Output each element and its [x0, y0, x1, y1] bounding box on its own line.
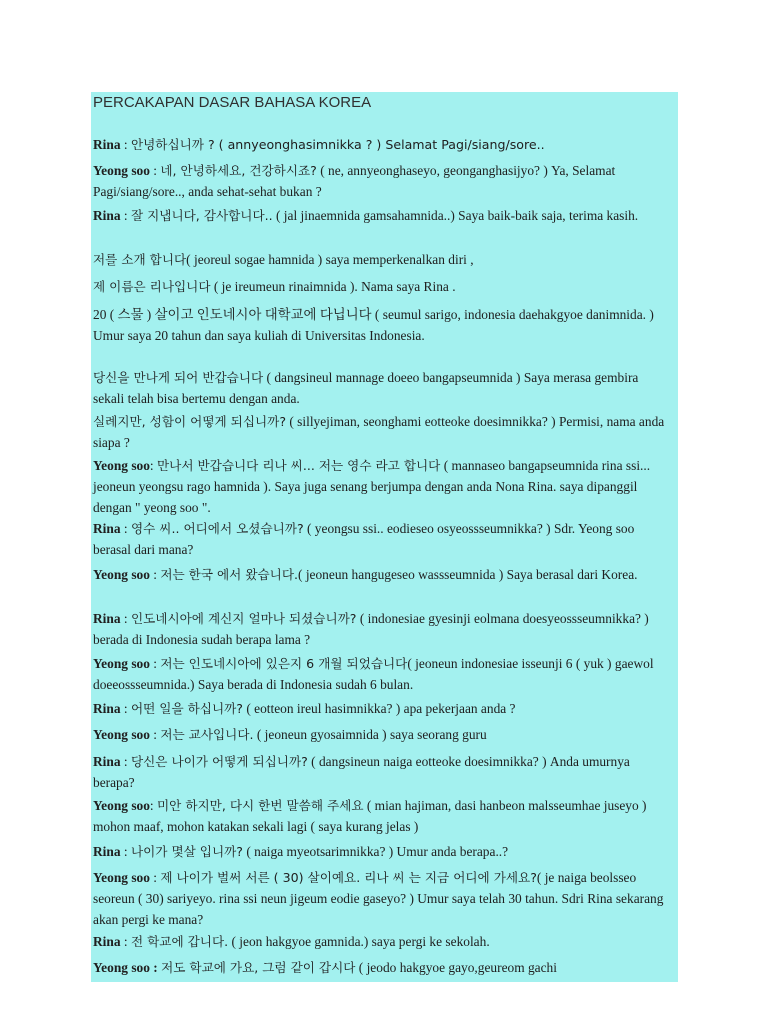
dialogue-line-18: Rina : 나이가 몇살 입니까? ( naiga myeotsarimnikka? ) Umur anda berapa..? [93, 844, 509, 859]
korean-text: 저도 학교에 가요, 그럼 같이 갑시다 [161, 960, 356, 975]
translation-text: ( ne, annyeonghaseyo, geonganghasijyo? ) Ya, Selamat Pagi/siang/sore.., anda sehat-sehat bukan ? [93, 163, 616, 199]
dialogue-line-9: Yeong soo: 만나서 반갑습니다 리나 씨... 저는 영수 라고 합니다 ( mannaseo bangapseumnida rina ssi... jeoneun yeongsu rago hamnida ). Saya juga senang berjumpa dengan anda Nona Rina. saya dipanggil dengan " yeong soo ". [93, 458, 651, 515]
document-page [91, 92, 678, 982]
dialogue-line-4 [93, 249, 671, 270]
translation-text: ( jeodo hakgyoe gayo,geureom gachi [355, 960, 557, 975]
translation-text: ( jal jinaemnida gamsahamnida..) Saya baik-baik saja, terima kasih. [272, 208, 639, 223]
dialogue-line-13: Yeong soo : 저는 인도네시아에 있은지 6 개월 되었습니다( jeoneun indonesiae isseunji 6 ( yuk ) gaewol doeeossseumnida.) Saya berada di Indonesia sudah 6 bulan. [93, 656, 654, 692]
speaker-name: Rina [93, 844, 121, 859]
translation-text: ( je ireumeun rinaimnida ). Nama saya Rina . [210, 279, 456, 294]
speaker-name: Rina [93, 754, 121, 769]
dialogue-line-14: Rina : 어떤 일을 하십니까? ( eotteon ireul hasimnikka? ) apa pekerjaan anda ? [93, 701, 516, 716]
translation-text: 20 ( 스물 ) 살이고 인도네시아 대학교에 다닙니다 ( seumul sarigo, indonesia daehakgyoe danimnida. ) Umur saya 20 tahun dan saya kuliah di Universitas Indonesia. [93, 307, 654, 343]
speaker-name: Yeong soo [93, 656, 150, 671]
dialogue-line-1: Rina : 안녕하십니까 ? ( annyeonghasimnikka ? ) Selamat Pagi/siang/sore.. [93, 137, 545, 152]
korean-text: 인도네시아에 계신지 얼마나 되셨습니까? [130, 611, 357, 626]
translation-text: ( jeon hakgyoe gamnida.) saya pergi ke sekolah. [228, 934, 490, 949]
translation-text: ( dangsineul mannage doeeo bangapseumnida ) Saya merasa gembira sekali telah bisa bertemu dengan anda. [93, 370, 639, 406]
dialogue-line-20: Rina : 전 학교에 갑니다. ( jeon hakgyoe gamnida.) saya pergi ke sekolah. [93, 934, 490, 949]
speaker-name: Yeong soo [93, 163, 150, 178]
korean-text: 저는 교사입니다. [160, 727, 254, 742]
korean-text: 저는 인도네시아에 있은지 6 개월 되었습니다 [160, 656, 408, 671]
dialogue-line-15: Yeong soo : 저는 교사입니다. ( jeoneun gyosaimnida ) saya seorang guru [93, 727, 487, 742]
speaker-name: Yeong soo [93, 727, 150, 742]
dialogue-line-7 [93, 367, 671, 409]
translation-text: ( mannaseo bangapseumnida rina ssi... jeoneun yeongsu rago hamnida ). Saya juga senang berjumpa dengan anda Nona Rina. saya dipanggil dengan " yeong soo ". [93, 458, 651, 515]
korean-text: 저를 소개 합니다 [93, 252, 187, 267]
korean-text: 전 학교에 갑니다. [130, 934, 229, 949]
dialogue-line-17: Yeong soo: 미안 하지만, 다시 한번 말씀해 주세요 ( mian hajiman, dasi hanbeon malsseumhae juseyo ) mohon maaf, mohon katakan sekali lagi ( saya kurang jelas ) [93, 798, 647, 834]
dialogue-line-10: Rina : 영수 씨.. 어디에서 오셨습니까? ( yeongsu ssi.. eodieseo osyeossseumnikka? ) Sdr. Yeong soo berasal dari mana? [93, 521, 635, 557]
korean-text: 나이가 몇살 입니까? [130, 844, 243, 859]
translation-text: ( indonesiae gyesinji eolmana doesyeossseumnikka? ) berada di Indonesia sudah berapa lama ? [93, 611, 649, 647]
dialogue-line-19: Yeong soo : 제 나이가 벌써 서른 ( 30) 살이예요. 리나 씨 는 지금 어디에 가세요?( je naiga beolsseo seoreun ( 30) sariyeyo. rina ssi neun jigeum eodie gaseyo? ) Umur saya telah 30 tahun. Sdri Rina sekarang akan pergi ke mana? [93, 870, 664, 927]
dialogue-line-6 [93, 304, 671, 346]
korean-text: 안녕하십니까 ? ( annyeonghasimnikka ? ) Selamat Pagi/siang/sore.. [130, 137, 545, 152]
translation-text: ( jeoneun indonesiae isseunji 6 ( yuk ) gaewol doeeossseumnida.) Saya berada di Indonesia sudah 6 bulan. [93, 656, 654, 692]
translation-text: ( jeoneun hangugeseo wassseumnida ) Saya berasal dari Korea. [298, 567, 638, 582]
speaker-name: Rina [93, 701, 121, 716]
translation-text: ( jeoneun gyosaimnida ) saya seorang guru [253, 727, 487, 742]
dialogue-line-8 [93, 411, 671, 453]
korean-text: 어떤 일을 하십니까? [130, 701, 243, 716]
korean-text: 당신은 나이가 어떻게 되십니까? [130, 754, 308, 769]
korean-text: 실례지만, 성함이 어떻게 되십니까? [93, 414, 287, 429]
dialogue-line-12: Rina : 인도네시아에 계신지 얼마나 되셨습니까? ( indonesiae gyesinji eolmana doesyeossseumnikka? ) berada di Indonesia sudah berapa lama ? [93, 611, 649, 647]
speaker-name: Rina [93, 208, 121, 223]
korean-text: 제 나이가 벌써 서른 ( 30) 살이예요. 리나 씨 는 지금 어디에 가세요? [160, 870, 537, 885]
korean-text: 미안 하지만, 다시 한번 말씀해 주세요 [157, 798, 364, 813]
korean-text: 영수 씨.. 어디에서 오셨습니까? [130, 521, 304, 536]
dialogue-line-2: Yeong soo : 네, 안녕하세요, 건강하시죠? ( ne, annyeonghaseyo, geonganghasijyo? ) Ya, Selamat Pagi/siang/sore.., anda sehat-sehat bukan ? [93, 163, 616, 199]
translation-text: ( sillyejiman, seonghami eotteoke doesimnikka? ) Permisi, nama anda siapa ? [93, 414, 665, 450]
korean-text: 잘 지냅니다, 감사합니다.. [130, 208, 273, 223]
translation-text: ( je naiga beolsseo seoreun ( 30) sariyeyo. rina ssi neun jigeum eodie gaseyo? ) Umur saya telah 30 tahun. Sdri Rina sekarang akan pergi ke mana? [93, 870, 664, 927]
dialogue-line-11: Yeong soo : 저는 한국 에서 왔습니다.( jeoneun hangugeseo wassseumnida ) Saya berasal dari Korea. [93, 567, 638, 582]
dialogue-line-16: Rina : 당신은 나이가 어떻게 되십니까? ( dangsineun naiga eotteoke doesimnikka? ) Anda umurnya berapa? [93, 754, 630, 790]
speaker-name: Rina [93, 521, 121, 536]
speaker-name: Rina [93, 611, 121, 626]
translation-text: ( dangsineun naiga eotteoke doesimnikka? ) Anda umurnya berapa? [93, 754, 630, 790]
dialogue-line-21 [93, 957, 671, 978]
translation-text: ( jeoreul sogae hamnida ) saya memperkenalkan diri , [186, 252, 474, 267]
translation-text: ( yeongsu ssi.. eodieseo osyeossseumnikka? ) Sdr. Yeong soo berasal dari mana? [93, 521, 635, 557]
speaker-name: Rina [93, 934, 121, 949]
translation-text: ( naiga myeotsarimnikka? ) Umur anda berapa..? [242, 844, 509, 859]
speaker-name: Yeong soo [93, 870, 150, 885]
dialogue-line-5 [93, 276, 671, 297]
speaker-name: Yeong soo [93, 458, 150, 473]
translation-text: ( mian hajiman, dasi hanbeon malsseumhae juseyo ) mohon maaf, mohon katakan sekali lagi ( saya kurang jelas ) [93, 798, 647, 834]
korean-text: 제 이름은 리나입니다 [93, 279, 211, 294]
korean-text: 저는 한국 에서 왔습니다. [160, 567, 299, 582]
speaker-name: Yeong soo : [93, 960, 158, 975]
speaker-name: Yeong soo [93, 567, 150, 582]
korean-text: 만나서 반갑습니다 리나 씨... 저는 영수 라고 합니다 [157, 458, 441, 473]
speaker-name: Yeong soo [93, 798, 150, 813]
speaker-name: Rina [93, 137, 121, 152]
korean-text: 네, 안녕하세요, 건강하시죠? [160, 163, 317, 178]
translation-text: ( eotteon ireul hasimnikka? ) apa pekerjaan anda ? [242, 701, 516, 716]
document-title: PERCAKAPAN DASAR BAHASA KOREA [93, 94, 372, 111]
korean-text: 당신을 만나게 되어 반갑습니다 [93, 370, 264, 385]
dialogue-line-3: Rina : 잘 지냅니다, 감사합니다.. ( jal jinaemnida gamsahamnida..) Saya baik-baik saja, terima kasih. [93, 208, 639, 223]
